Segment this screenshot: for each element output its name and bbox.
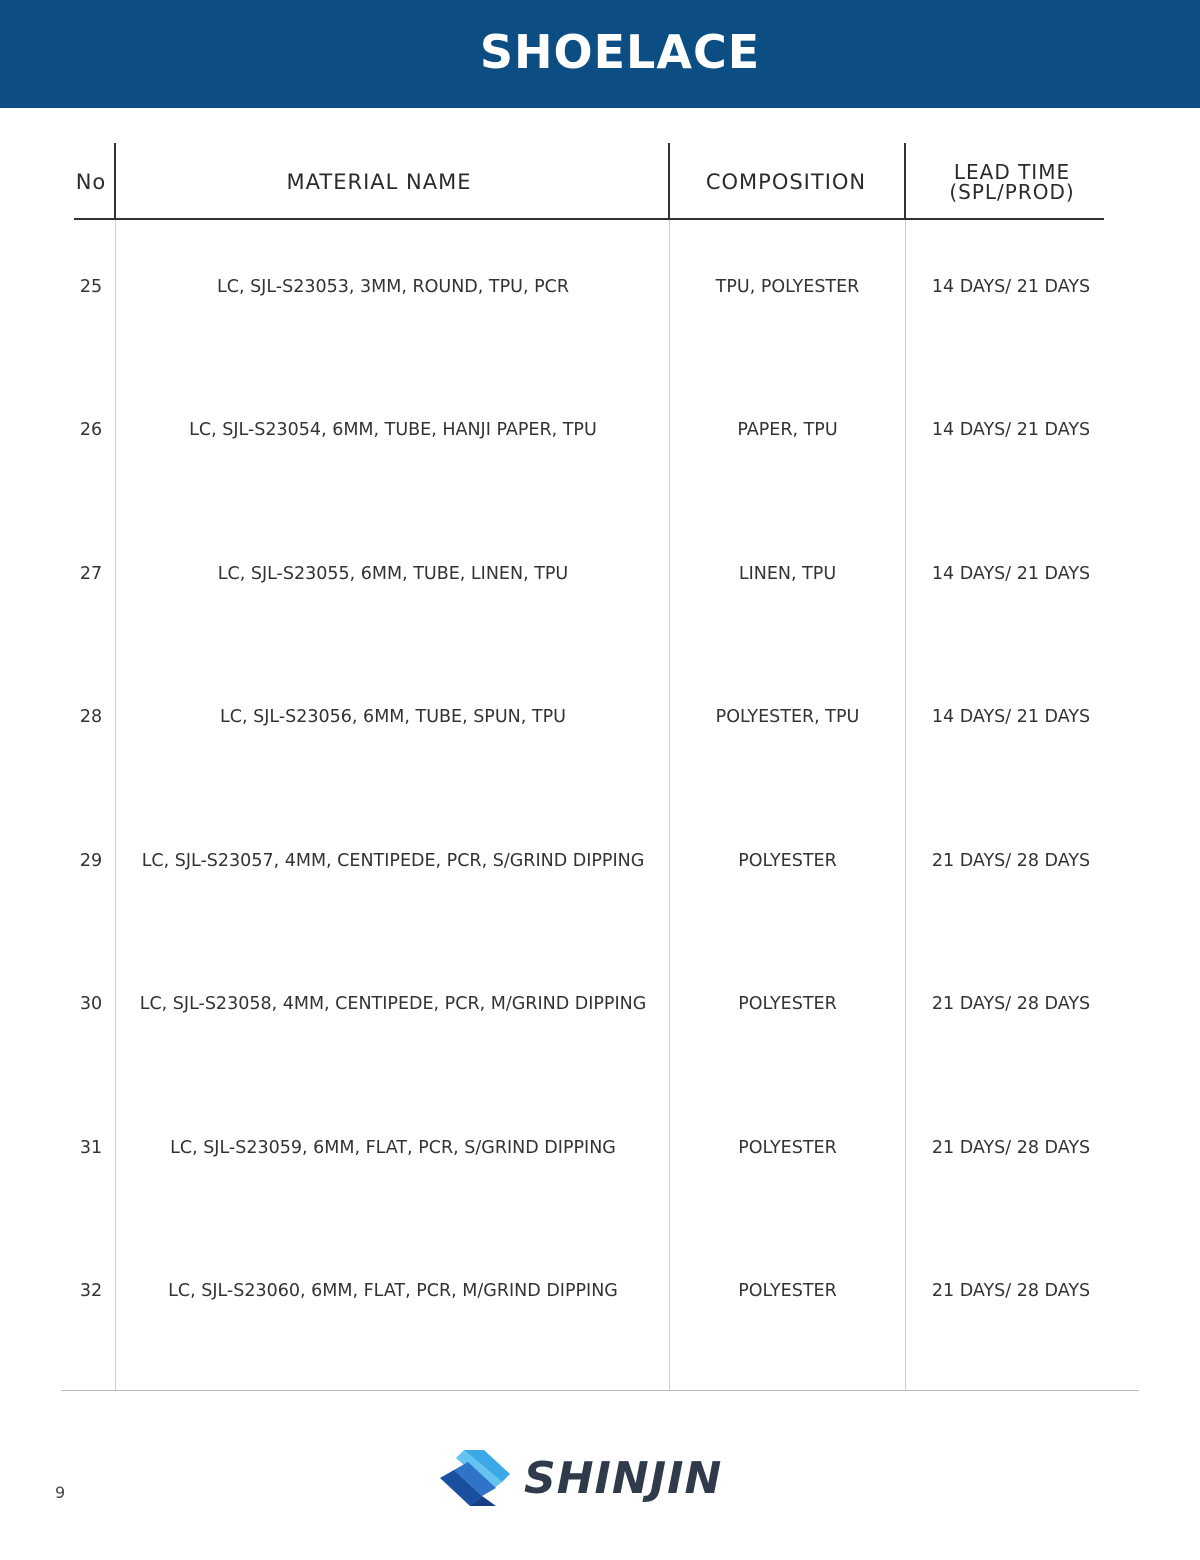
- row-number: 28: [79, 707, 103, 727]
- column-header-material-name: MATERIAL NAME: [286, 170, 472, 194]
- material-name: LC, SJL-S23057, 4MM, CENTIPEDE, PCR, S/GRIND DIPPING: [141, 851, 645, 871]
- column-divider-1: [115, 220, 116, 1391]
- lead-time: 14 DAYS/ 21 DAYS: [931, 564, 1091, 584]
- table-row: [0, 415, 1200, 445]
- row-number: 27: [79, 564, 103, 584]
- row-number: 30: [79, 994, 103, 1014]
- material-name: LC, SJL-S23058, 4MM, CENTIPEDE, PCR, M/GRIND DIPPING: [139, 994, 647, 1014]
- composition: POLYESTER: [738, 851, 837, 871]
- table-bottom-rule: [61, 1390, 1139, 1391]
- page-title: SHOELACE: [479, 25, 761, 79]
- column-header-lead-time: [906, 145, 1118, 219]
- composition: POLYESTER, TPU: [715, 707, 860, 727]
- page-number: 9: [55, 1483, 66, 1502]
- row-number: 29: [79, 851, 103, 871]
- table-row: [0, 702, 1200, 732]
- column-divider-3: [905, 220, 906, 1391]
- column-header-no: No: [75, 170, 107, 194]
- lead-time: 21 DAYS/ 28 DAYS: [931, 1138, 1091, 1158]
- material-name: LC, SJL-S23053, 3MM, ROUND, TPU, PCR: [216, 277, 570, 297]
- lead-time-sub-label: (SPL/PROD): [949, 180, 1075, 204]
- composition: TPU, POLYESTER: [715, 277, 860, 297]
- material-name: LC, SJL-S23054, 6MM, TUBE, HANJI PAPER, TPU: [189, 420, 597, 440]
- company-logo-text: SHINJIN: [524, 1453, 723, 1504]
- composition: PAPER, TPU: [737, 420, 838, 440]
- row-number: 32: [79, 1281, 103, 1301]
- material-name: LC, SJL-S23055, 6MM, TUBE, LINEN, TPU: [217, 564, 569, 584]
- table-row: [0, 1276, 1200, 1306]
- lead-time: 21 DAYS/ 28 DAYS: [931, 851, 1091, 871]
- composition: LINEN, TPU: [738, 564, 837, 584]
- table-row: [0, 272, 1200, 302]
- material-name: LC, SJL-S23059, 6MM, FLAT, PCR, S/GRIND DIPPING: [170, 1138, 616, 1158]
- row-number: 25: [79, 277, 103, 297]
- table-row: [0, 559, 1200, 589]
- table-row: [0, 1133, 1200, 1163]
- header-divider-1: [114, 143, 116, 220]
- table-row: [0, 846, 1200, 876]
- table-row: [0, 989, 1200, 1019]
- lead-time: 21 DAYS/ 28 DAYS: [931, 1281, 1091, 1301]
- lead-time: 14 DAYS/ 21 DAYS: [931, 707, 1091, 727]
- row-number: 31: [79, 1138, 103, 1158]
- composition: POLYESTER: [738, 1138, 837, 1158]
- composition: POLYESTER: [738, 1281, 837, 1301]
- column-divider-2: [669, 220, 670, 1391]
- lead-time-label: LEAD TIME: [953, 160, 1071, 184]
- composition: POLYESTER: [738, 994, 837, 1014]
- lead-time: 14 DAYS/ 21 DAYS: [931, 420, 1091, 440]
- lead-time: 21 DAYS/ 28 DAYS: [931, 994, 1091, 1014]
- material-name: LC, SJL-S23060, 6MM, FLAT, PCR, M/GRIND DIPPING: [168, 1281, 618, 1301]
- page-header: [0, 0, 1200, 108]
- lead-time: 14 DAYS/ 21 DAYS: [931, 277, 1091, 297]
- material-name: LC, SJL-S23056, 6MM, TUBE, SPUN, TPU: [220, 707, 566, 727]
- row-number: 26: [79, 420, 103, 440]
- column-header-composition: COMPOSITION: [705, 170, 867, 194]
